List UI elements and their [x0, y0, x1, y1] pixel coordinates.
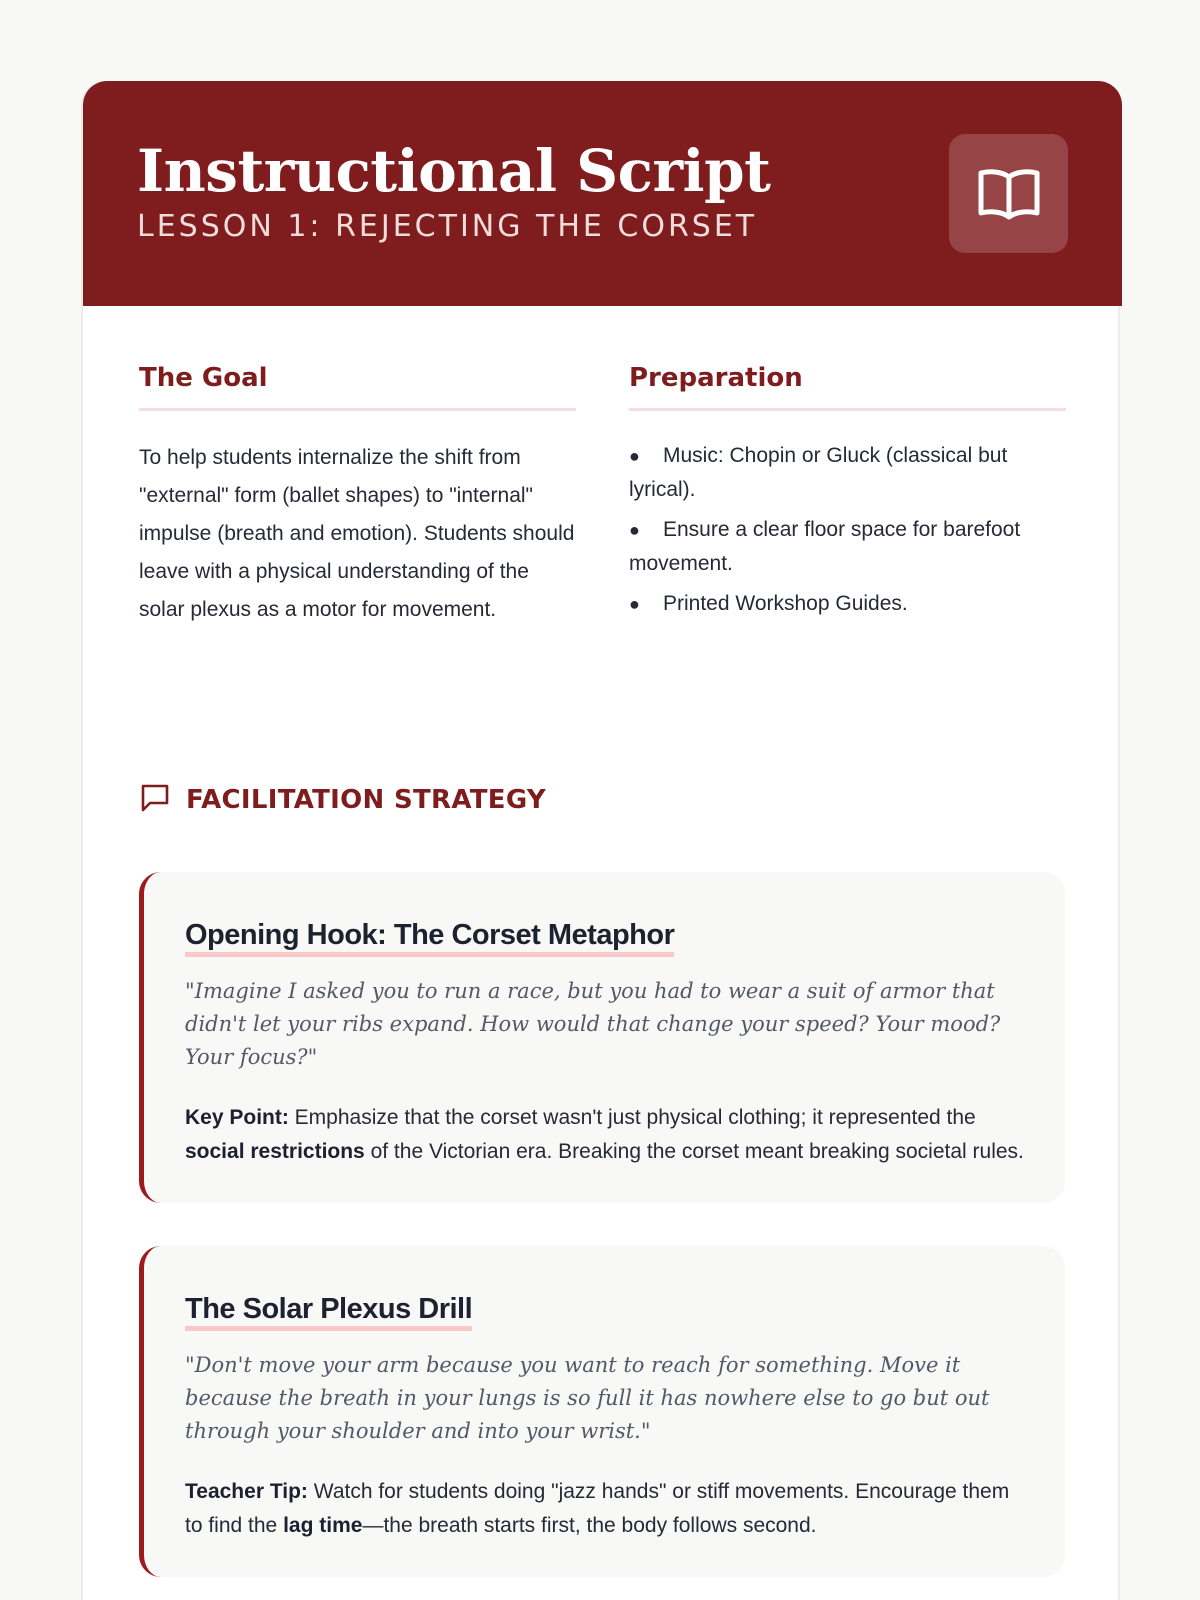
list-item: ● Ensure a clear floor space for barefoot movement.	[629, 518, 1021, 575]
strategy-heading-row	[139, 781, 546, 818]
goal-section	[139, 363, 576, 629]
preparation-heading: Preparation	[629, 363, 1066, 411]
block-note: Key Point: Emphasize that the corset wasn't just physical clothing; it represented the social restrictions of the Victorian era. Breaking the corset meant breaking societal rules.	[185, 1106, 1024, 1163]
block-title: Opening Hook: The Corset Metaphor	[185, 918, 674, 957]
preparation-list	[629, 439, 1066, 621]
block-note: Teacher Tip: Watch for students doing "jazz hands" or stiff movements. Encourage them to find the lag time—the breath starts first, the body follows second.	[185, 1480, 1010, 1537]
block-quote: "Imagine I asked you to run a race, but you had to wear a suit of armor that didn't let your ribs expand. How would that change your speed? Your mood? Your focus?"	[185, 979, 1001, 1069]
strategy-heading: FACILITATION STRATEGY	[186, 784, 547, 815]
book-open-icon	[949, 134, 1068, 253]
strategy-block-solar-plexus	[139, 1246, 1065, 1577]
goal-text: To help students internalize the shift from "external" form (ballet shapes) to "internal" impulse (breath and emotion). Students should leave with a physical understanding of the solar plexus as a motor for movement.	[139, 446, 575, 621]
lesson-subtitle: LESSON 1: REJECTING THE CORSET	[137, 209, 758, 244]
list-item: ● Printed Workshop Guides.	[629, 592, 908, 615]
list-item: ● Music: Chopin or Gluck (classical but lyrical).	[629, 444, 1008, 501]
page-title: Instructional Script	[137, 137, 771, 205]
chat-bubble-icon	[139, 781, 171, 818]
block-title: The Solar Plexus Drill	[185, 1292, 472, 1331]
header-banner	[83, 81, 1122, 306]
preparation-section	[629, 363, 1066, 628]
script-card	[81, 81, 1120, 1600]
block-quote: "Don't move your arm because you want to reach for something. Move it because the breath in your lungs is so full it has nowhere else to go but out through your shoulder and into your wrist."	[185, 1353, 990, 1443]
goal-heading: The Goal	[139, 363, 576, 411]
strategy-block-opening-hook	[139, 872, 1065, 1203]
